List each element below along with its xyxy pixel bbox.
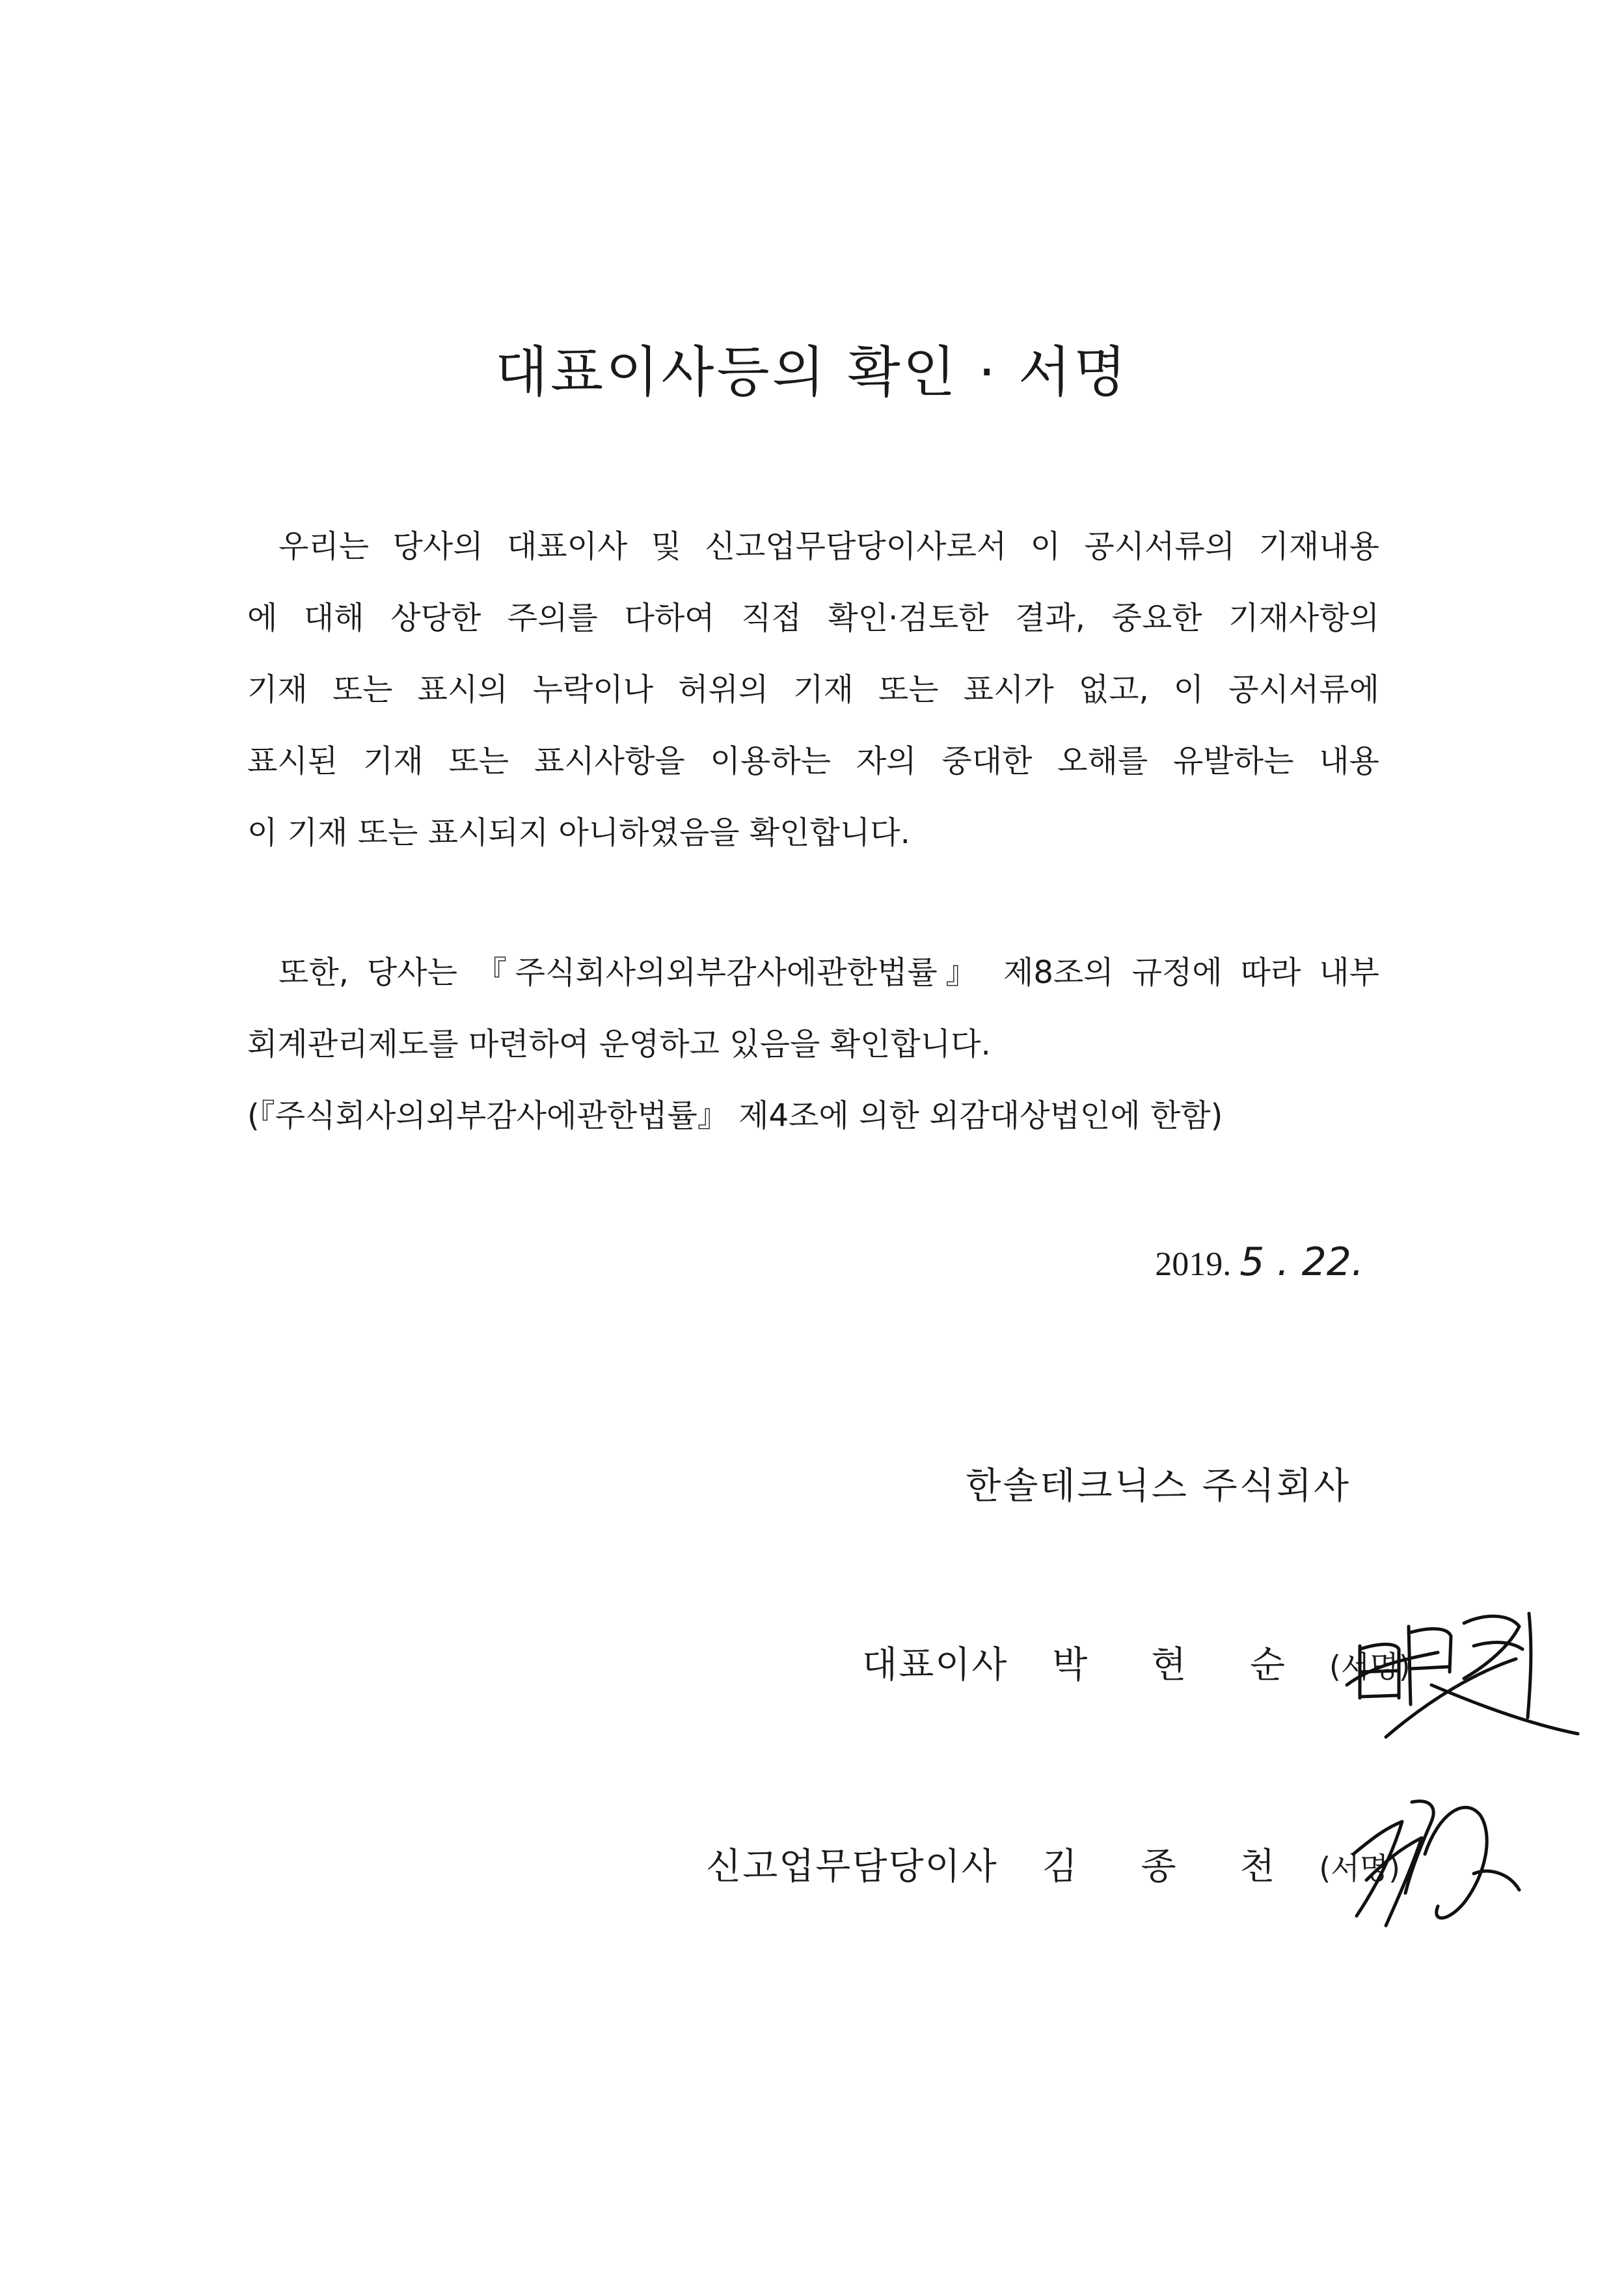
internal-control-paragraph bbox=[247, 937, 1379, 1152]
ceo-signature-line bbox=[862, 1636, 1411, 1688]
signatory-name: 김 종 천 bbox=[1042, 1846, 1301, 1888]
company-name: 한솔테크닉스 주식회사 bbox=[966, 1465, 1351, 1507]
sign-label: (서명) bbox=[1329, 1649, 1411, 1684]
sign-label: (서명) bbox=[1319, 1851, 1401, 1886]
signing-date bbox=[1155, 1239, 1364, 1285]
reporting-officer-signature-line bbox=[706, 1838, 1400, 1890]
date-printed: 2019. bbox=[1155, 1246, 1232, 1283]
paragraph-line: 표시된 기재 또는 표시사항을 이용하는 자의 중대한 오해를 유발하는 내용 bbox=[247, 743, 1379, 779]
paragraph-line: 에 대해 상당한 주의를 다하여 직접 확인·검토한 결과, 중요한 기재사항의 bbox=[247, 600, 1379, 636]
date-handwritten: 5 . 22. bbox=[1239, 1239, 1364, 1285]
confirmation-paragraph bbox=[247, 511, 1379, 869]
paragraph-line: 이 기재 또는 표시되지 아니하였음을 확인합니다. bbox=[247, 815, 910, 851]
signatory-role: 신고업무담당이사 bbox=[706, 1846, 998, 1888]
paragraph-line: 회계관리제도를 마련하여 운영하고 있음을 확인합니다. bbox=[247, 1026, 991, 1062]
signatory-name: 박 현 순 bbox=[1052, 1644, 1312, 1686]
paragraph-line: 우리는 당사의 대표이사 및 신고업무담당이사로서 이 공시서류의 기재내용 bbox=[278, 528, 1379, 565]
paragraph-line: 또한, 당사는 『주식회사의외부감사에관한법률』 제8조의 규정에 따라 내부 bbox=[278, 954, 1379, 991]
document-title: 대표이사등의 확인 · 서명 bbox=[494, 340, 1130, 404]
officer-handwritten-signature bbox=[1340, 1776, 1536, 1945]
signatory-role: 대표이사 bbox=[862, 1644, 1008, 1686]
ceo-handwritten-signature bbox=[1334, 1587, 1581, 1757]
paragraph-line: (『주식회사의외부감사에관한법률』 제4조에 의한 외감대상법인에 한함) bbox=[247, 1098, 1223, 1134]
paragraph-line: 기재 또는 표시의 누락이나 허위의 기재 또는 표시가 없고, 이 공시서류에 bbox=[247, 671, 1379, 708]
